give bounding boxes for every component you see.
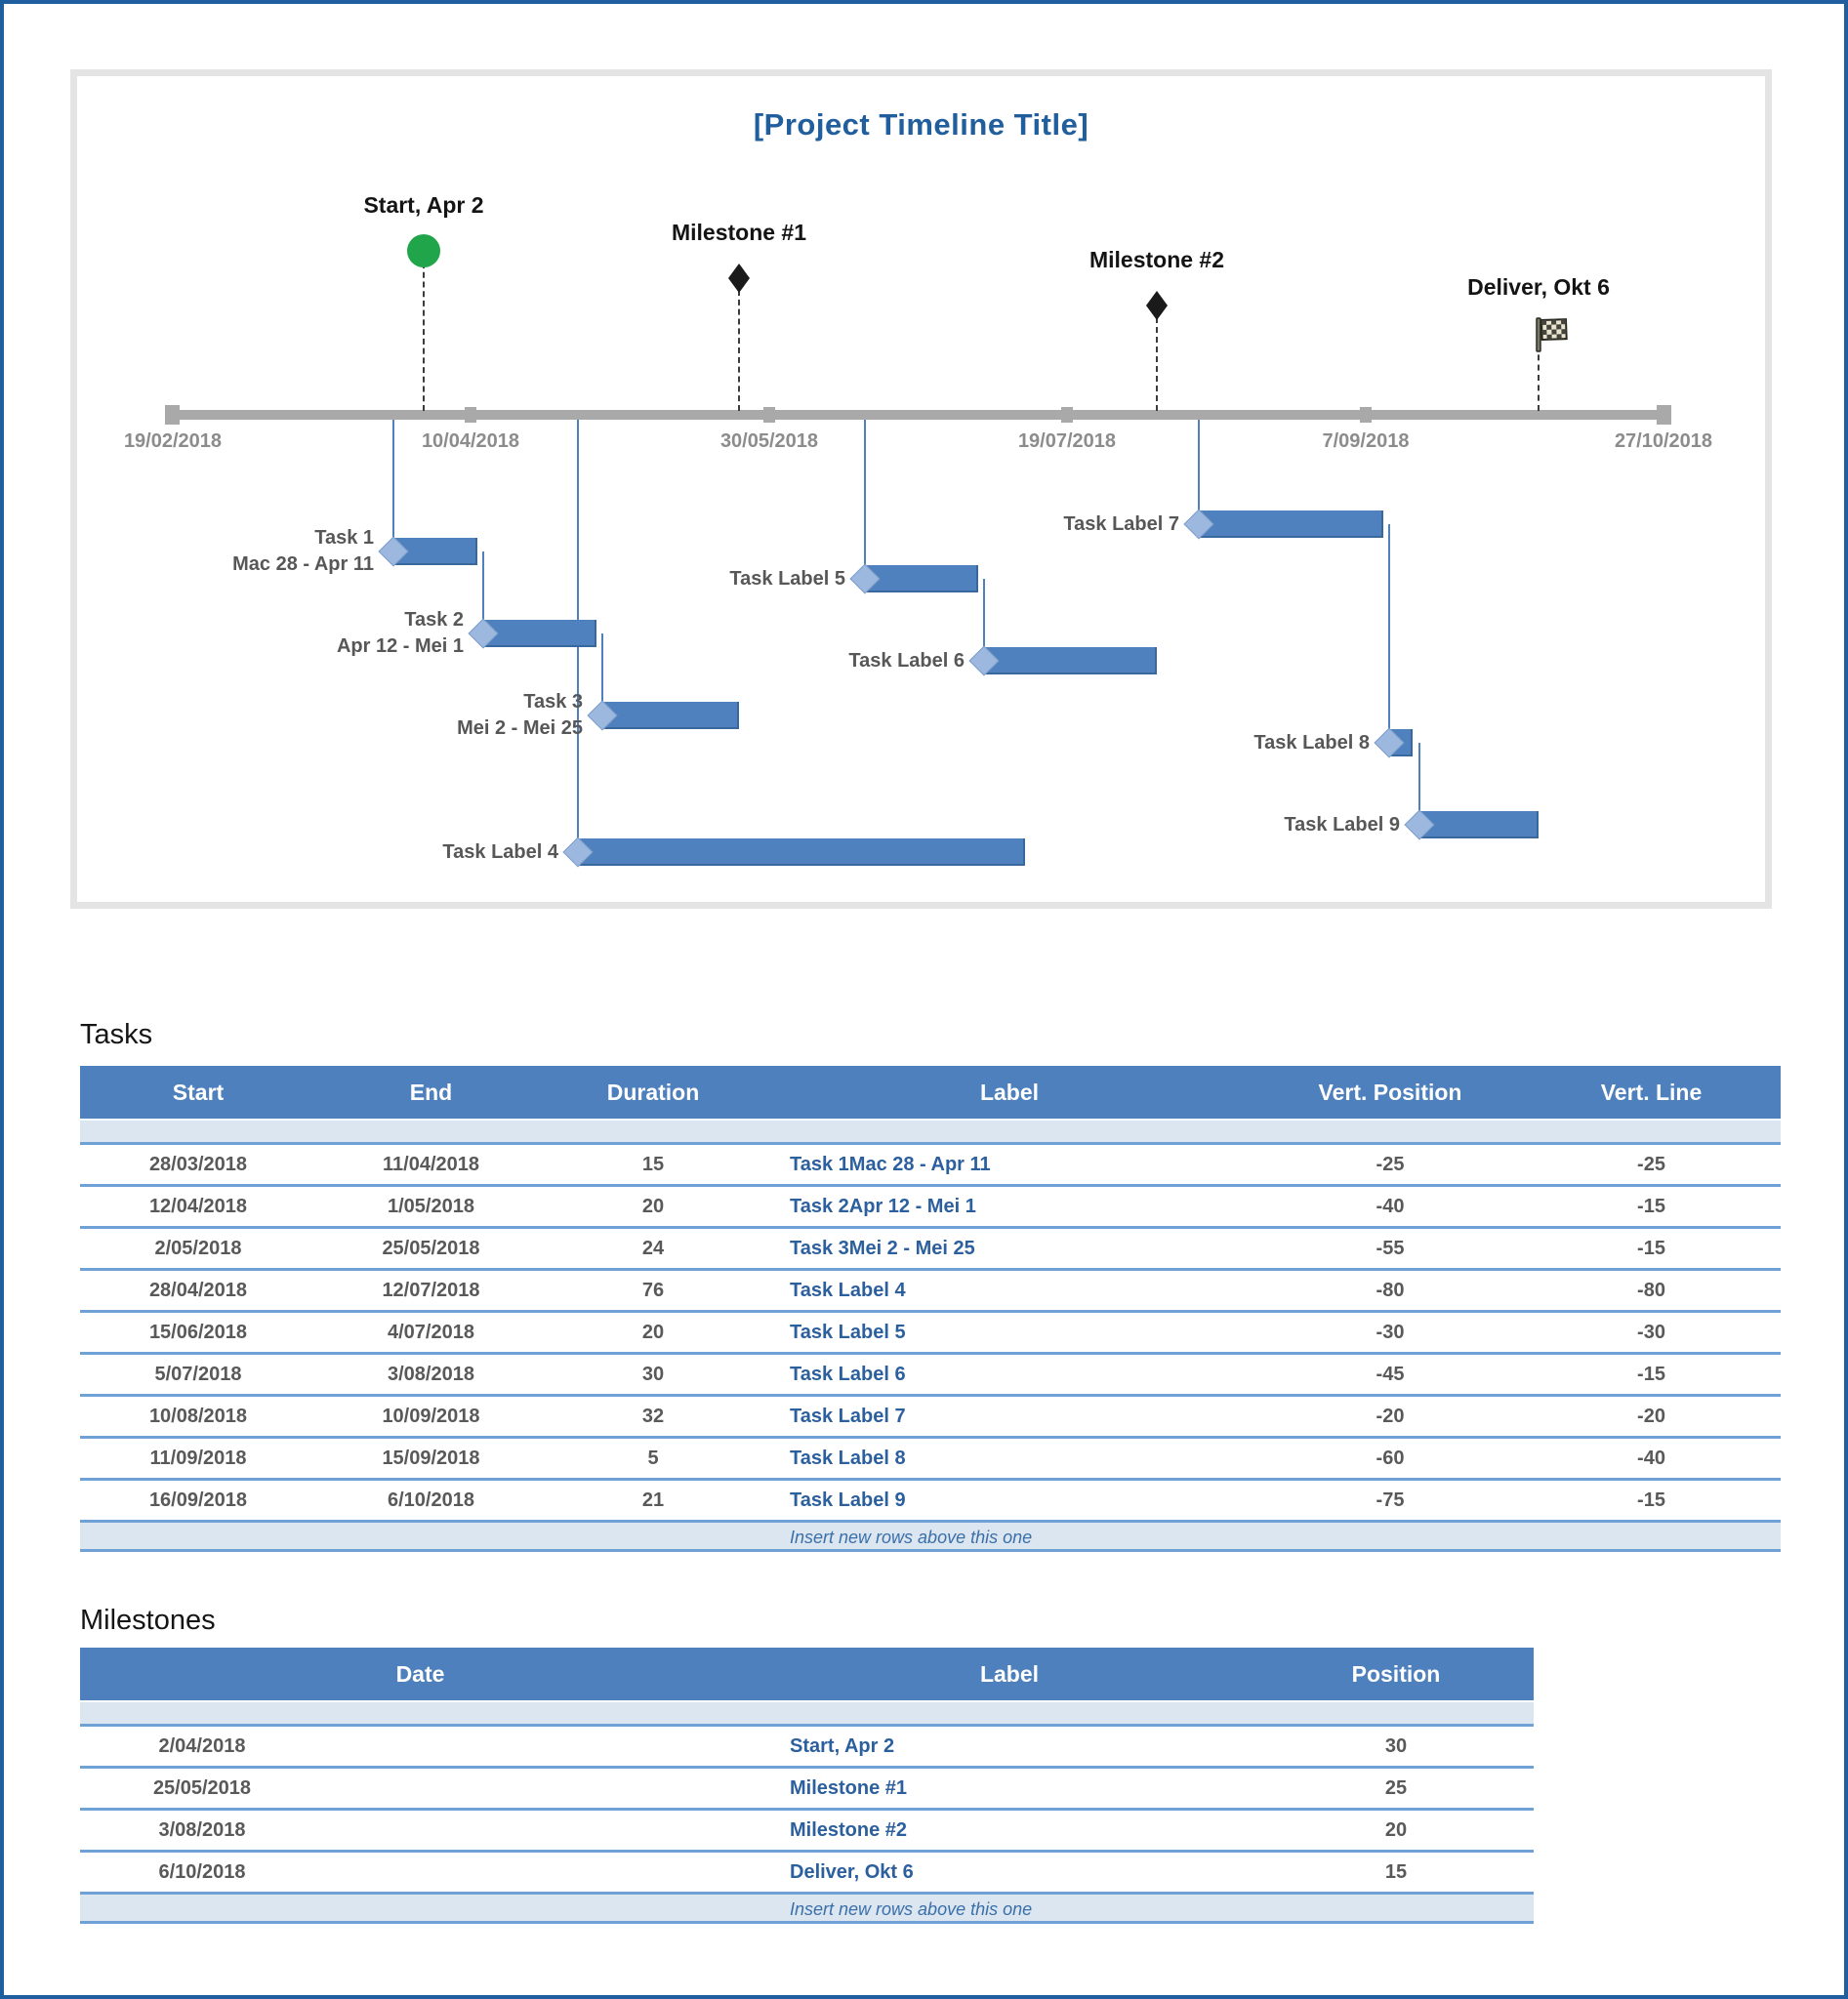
cell-vert-line[interactable]: -15 bbox=[1637, 1364, 1665, 1385]
cell-vert-line[interactable]: -40 bbox=[1637, 1448, 1665, 1469]
cell-vert-position[interactable]: -60 bbox=[1376, 1448, 1405, 1469]
table-row bbox=[80, 1481, 1781, 1523]
cell-date[interactable]: 25/05/2018 bbox=[152, 1777, 252, 1799]
table-row bbox=[80, 1187, 1781, 1229]
cell-end[interactable]: 12/07/2018 bbox=[382, 1280, 480, 1301]
cell-vert-line[interactable]: -80 bbox=[1637, 1280, 1665, 1301]
axis-end-cap-left bbox=[165, 405, 180, 425]
cell-end[interactable]: 25/05/2018 bbox=[382, 1238, 480, 1259]
task-label bbox=[467, 648, 965, 674]
cell-duration[interactable]: 21 bbox=[641, 1489, 665, 1511]
table-row bbox=[80, 1145, 1781, 1187]
task-label bbox=[0, 607, 464, 660]
cell-label[interactable]: Task 2Apr 12 - Mei 1 bbox=[790, 1196, 976, 1217]
task-label-line: Task Label 9 bbox=[1284, 814, 1400, 836]
table-row bbox=[80, 1271, 1781, 1313]
task-label bbox=[0, 525, 374, 578]
cell-duration[interactable]: 20 bbox=[641, 1322, 665, 1343]
start-marker-circle-icon[interactable] bbox=[407, 234, 440, 267]
cell-position[interactable]: 20 bbox=[1384, 1819, 1408, 1841]
task-label bbox=[61, 839, 558, 866]
task-bar[interactable] bbox=[483, 620, 596, 647]
task-bar[interactable] bbox=[1419, 811, 1539, 838]
header-cell-start[interactable]: Start bbox=[172, 1080, 225, 1105]
cell-vert-position[interactable]: -20 bbox=[1376, 1406, 1405, 1427]
cell-start[interactable]: 2/05/2018 bbox=[154, 1238, 242, 1259]
header-cell-vert-line[interactable]: Vert. Line bbox=[1600, 1080, 1703, 1105]
cell-end[interactable]: 4/07/2018 bbox=[388, 1322, 474, 1343]
table-row bbox=[80, 1397, 1781, 1439]
cell-label[interactable]: Start, Apr 2 bbox=[790, 1735, 895, 1757]
table-subheader-row bbox=[80, 1121, 1781, 1145]
task-label-line: Task Label 4 bbox=[442, 841, 558, 863]
axis-tick bbox=[1061, 407, 1073, 423]
cell-date[interactable]: 3/08/2018 bbox=[158, 1819, 246, 1841]
cell-vert-position[interactable]: -45 bbox=[1376, 1364, 1405, 1385]
axis-tick bbox=[465, 407, 476, 423]
cell-position[interactable]: 15 bbox=[1384, 1861, 1408, 1883]
cell-position[interactable]: 30 bbox=[1384, 1735, 1408, 1757]
cell-vert-line[interactable]: -15 bbox=[1637, 1489, 1665, 1511]
cell-vert-line[interactable]: -15 bbox=[1637, 1238, 1665, 1259]
cell-position[interactable]: 25 bbox=[1384, 1777, 1408, 1799]
cell-end[interactable]: 15/09/2018 bbox=[382, 1448, 480, 1469]
deliver-flag-icon[interactable] bbox=[1534, 316, 1571, 360]
task-label-line: Task Label 5 bbox=[729, 568, 845, 590]
cell-label[interactable]: Task Label 4 bbox=[790, 1280, 906, 1301]
cell-vert-position[interactable]: -75 bbox=[1376, 1489, 1405, 1511]
cell-vert-position[interactable]: -25 bbox=[1376, 1154, 1405, 1175]
cell-vert-position[interactable]: -30 bbox=[1376, 1322, 1405, 1343]
insert-row-note[interactable]: Insert new rows above this one bbox=[80, 1895, 1534, 1924]
cell-label[interactable]: Deliver, Okt 6 bbox=[790, 1861, 914, 1883]
cell-label[interactable]: Task Label 7 bbox=[790, 1406, 906, 1427]
tasks-section-title: Tasks bbox=[80, 1019, 153, 1050]
table-row bbox=[80, 1769, 1534, 1811]
milestone-dashed-line bbox=[423, 263, 425, 411]
header-cell-end[interactable]: End bbox=[409, 1080, 453, 1105]
milestones-section-title: Milestones bbox=[80, 1605, 216, 1636]
milestone-dashed-line bbox=[738, 290, 740, 411]
table-row bbox=[80, 1727, 1534, 1769]
cell-vert-line[interactable]: -25 bbox=[1637, 1154, 1665, 1175]
cell-start[interactable]: 28/03/2018 bbox=[148, 1154, 248, 1175]
cell-duration[interactable]: 20 bbox=[641, 1196, 665, 1217]
axis-date-label: 27/10/2018 bbox=[1614, 430, 1713, 452]
table-header-row bbox=[80, 1066, 1781, 1119]
axis-end-cap-right bbox=[1657, 405, 1671, 425]
task-label-line: Task 3 bbox=[523, 691, 583, 713]
cell-duration[interactable]: 76 bbox=[641, 1280, 665, 1301]
table-header-row bbox=[80, 1648, 1534, 1700]
cell-vert-line[interactable]: -20 bbox=[1637, 1406, 1665, 1427]
cell-vert-position[interactable]: -55 bbox=[1376, 1238, 1405, 1259]
table-row bbox=[80, 1313, 1781, 1355]
milestone-label: Start, Apr 2 bbox=[363, 192, 484, 218]
cell-end[interactable]: 10/09/2018 bbox=[382, 1406, 480, 1427]
cell-start[interactable]: 15/06/2018 bbox=[148, 1322, 248, 1343]
table-row bbox=[80, 1853, 1534, 1895]
cell-vert-line[interactable]: -30 bbox=[1637, 1322, 1665, 1343]
milestone-diamond-icon[interactable] bbox=[1145, 290, 1169, 326]
milestone-label: Deliver, Okt 6 bbox=[1467, 274, 1610, 300]
header-cell-label[interactable]: Label bbox=[979, 1661, 1040, 1687]
cell-date[interactable]: 6/10/2018 bbox=[158, 1861, 246, 1883]
axis-date-label: 10/04/2018 bbox=[421, 430, 520, 452]
task-label bbox=[85, 689, 583, 742]
table-subheader-row bbox=[80, 1702, 1534, 1727]
header-cell-position[interactable]: Position bbox=[1351, 1661, 1441, 1687]
cell-duration[interactable]: 5 bbox=[647, 1448, 659, 1469]
task-connector-line bbox=[1388, 524, 1390, 743]
cell-start[interactable]: 28/04/2018 bbox=[148, 1280, 248, 1301]
axis-tick bbox=[763, 407, 775, 423]
task-label-line: Mei 2 - Mei 25 bbox=[457, 717, 583, 739]
cell-date[interactable]: 2/04/2018 bbox=[158, 1735, 246, 1757]
task-bar[interactable] bbox=[1199, 510, 1383, 538]
cell-label[interactable]: Milestone #2 bbox=[790, 1819, 908, 1841]
cell-start[interactable]: 10/08/2018 bbox=[148, 1406, 248, 1427]
tasks-table bbox=[80, 1066, 1781, 1552]
cell-label[interactable]: Task 1Mac 28 - Apr 11 bbox=[790, 1154, 991, 1175]
milestone-dashed-line bbox=[1156, 317, 1158, 411]
cell-vert-line[interactable]: -15 bbox=[1637, 1196, 1665, 1217]
task-label bbox=[872, 730, 1370, 756]
milestone-label: Milestone #2 bbox=[1088, 247, 1225, 272]
cell-duration[interactable]: 30 bbox=[641, 1364, 665, 1385]
header-cell-vert-position[interactable]: Vert. Position bbox=[1318, 1080, 1462, 1105]
axis-date-label: 7/09/2018 bbox=[1322, 430, 1410, 452]
task-connector-line bbox=[864, 415, 866, 579]
cell-vert-position[interactable]: -40 bbox=[1376, 1196, 1405, 1217]
task-bar[interactable] bbox=[984, 647, 1157, 674]
table-row bbox=[80, 1811, 1534, 1853]
chart-title: [Project Timeline Title] bbox=[753, 107, 1089, 142]
task-label-line: Task Label 7 bbox=[1063, 513, 1179, 535]
timeline-axis bbox=[165, 410, 1671, 420]
insert-row-note[interactable]: Insert new rows above this one bbox=[80, 1523, 1781, 1552]
task-label bbox=[681, 511, 1179, 538]
task-bar[interactable] bbox=[865, 565, 978, 592]
timeline-chart-canvas bbox=[77, 76, 1765, 902]
cell-end[interactable]: 11/04/2018 bbox=[383, 1154, 479, 1175]
milestones-table bbox=[80, 1648, 1534, 1924]
cell-start[interactable]: 12/04/2018 bbox=[148, 1196, 248, 1217]
task-label-line: Task 1 bbox=[314, 527, 374, 549]
header-cell-duration[interactable]: Duration bbox=[606, 1080, 700, 1105]
cell-start[interactable]: 11/09/2018 bbox=[149, 1448, 247, 1469]
cell-end[interactable]: 6/10/2018 bbox=[388, 1489, 474, 1511]
table-row bbox=[80, 1439, 1781, 1481]
task-bar[interactable] bbox=[602, 702, 739, 729]
cell-label[interactable]: Task Label 6 bbox=[790, 1364, 906, 1385]
cell-end[interactable]: 3/08/2018 bbox=[388, 1364, 474, 1385]
axis-date-label: 19/02/2018 bbox=[123, 430, 223, 452]
cell-label[interactable]: Task Label 8 bbox=[790, 1448, 906, 1469]
task-label-line: Task Label 6 bbox=[848, 650, 965, 672]
cell-vert-position[interactable]: -80 bbox=[1376, 1280, 1405, 1301]
cell-label[interactable]: Task Label 5 bbox=[790, 1322, 906, 1343]
table-row bbox=[80, 1229, 1781, 1271]
timeline-chart-panel[interactable] bbox=[70, 69, 1772, 909]
task-label-line: Mac 28 - Apr 11 bbox=[232, 553, 374, 575]
axis-date-label: 30/05/2018 bbox=[719, 430, 819, 452]
table-row bbox=[80, 1355, 1781, 1397]
cell-duration[interactable]: 32 bbox=[641, 1406, 665, 1427]
task-label bbox=[902, 812, 1400, 838]
cell-label[interactable]: Task 3Mei 2 - Mei 25 bbox=[790, 1238, 975, 1259]
task-label-line: Apr 12 - Mei 1 bbox=[336, 635, 464, 657]
task-label bbox=[348, 566, 845, 592]
axis-date-label: 19/07/2018 bbox=[1017, 430, 1117, 452]
milestone-diamond-icon[interactable] bbox=[727, 263, 751, 299]
cell-start[interactable]: 5/07/2018 bbox=[154, 1364, 242, 1385]
cell-label[interactable]: Task Label 9 bbox=[790, 1489, 906, 1511]
header-cell-label[interactable]: Label bbox=[979, 1080, 1040, 1105]
task-bar[interactable] bbox=[578, 838, 1025, 866]
cell-duration[interactable]: 15 bbox=[641, 1154, 665, 1175]
cell-duration[interactable]: 24 bbox=[641, 1238, 665, 1259]
axis-tick bbox=[1360, 407, 1372, 423]
cell-label[interactable]: Milestone #1 bbox=[790, 1777, 908, 1799]
cell-end[interactable]: 1/05/2018 bbox=[388, 1196, 474, 1217]
task-label-line: Task 2 bbox=[404, 609, 464, 631]
cell-start[interactable]: 16/09/2018 bbox=[148, 1489, 248, 1511]
milestone-label: Milestone #1 bbox=[671, 220, 807, 245]
header-cell-date[interactable]: Date bbox=[395, 1661, 445, 1687]
task-label-line: Task Label 8 bbox=[1253, 732, 1370, 754]
